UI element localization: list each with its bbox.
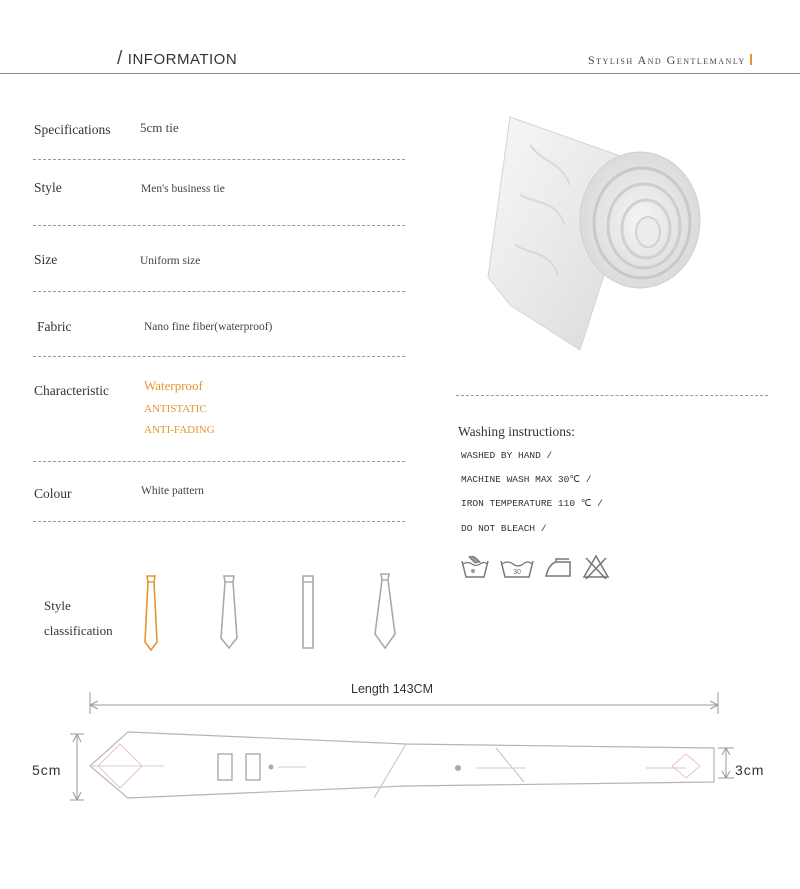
spec-label-size: Size xyxy=(34,252,58,267)
spec-value-size: Uniform size xyxy=(140,255,201,267)
spec-label-specifications: Specifications xyxy=(34,122,111,137)
tie-style-skinny-selected[interactable] xyxy=(142,574,160,652)
spec-value-specifications: 5cm tie xyxy=(140,120,179,135)
tie-style-square-end[interactable] xyxy=(299,574,317,650)
spec-label-colour: Colour xyxy=(34,486,72,501)
spec-value-style: Men's business tie xyxy=(141,183,225,195)
wash-line-machine: MACHINE WASH MAX 30℃ / xyxy=(461,474,592,485)
washing-title: Washing instructions: xyxy=(458,424,576,439)
characteristic-antistatic: ANTISTATIC xyxy=(144,403,207,415)
tagline xyxy=(588,53,752,68)
characteristic-anti-fading: ANTI-FADING xyxy=(144,424,215,436)
length-label: Length 143CM xyxy=(351,682,434,696)
tagline-accent-bar xyxy=(750,54,752,65)
do-not-bleach-icon xyxy=(582,553,610,581)
section-title-text: INFORMATION xyxy=(127,51,238,68)
tie-style-slim[interactable] xyxy=(218,574,240,650)
hand-wash-icon xyxy=(460,553,490,581)
wash-line-hand: WASHED BY HAND / xyxy=(461,450,553,461)
machine-wash-30-icon xyxy=(499,553,535,581)
wash-divider xyxy=(456,395,768,396)
tie-dimension-diagram xyxy=(66,728,746,808)
tagline-text: Stylish And Gentlemanly xyxy=(588,53,746,67)
length-arrow xyxy=(86,692,722,714)
wash-line-bleach: DO NOT BLEACH / xyxy=(461,523,547,534)
section-title xyxy=(117,48,237,70)
spec-divider xyxy=(33,291,405,292)
classification-label-line1: Style xyxy=(44,598,71,613)
classification-label-line2: classification xyxy=(44,623,113,638)
wash-line-iron: IRON TEMPERATURE 110 ℃ / xyxy=(461,498,603,509)
spec-value-colour: White pattern xyxy=(141,485,204,497)
spec-label-fabric: Fabric xyxy=(37,319,72,334)
spec-divider xyxy=(33,521,405,522)
characteristic-waterproof: Waterproof xyxy=(144,378,203,393)
wash-temp-text: 30 xyxy=(513,569,521,576)
spec-divider xyxy=(33,225,405,226)
spec-label-style: Style xyxy=(34,180,62,195)
spec-divider xyxy=(33,159,405,160)
tie-style-wide[interactable] xyxy=(372,572,398,650)
wide-end-label: 5cm xyxy=(32,762,62,778)
rolled-tie-image xyxy=(470,105,710,370)
spec-label-characteristic: Characteristic xyxy=(34,383,109,398)
spec-divider xyxy=(33,461,405,462)
title-slash: / xyxy=(117,48,123,69)
narrow-end-label: 3cm xyxy=(735,762,765,778)
spec-divider xyxy=(33,356,405,357)
iron-icon xyxy=(543,556,573,580)
spec-value-fabric: Nano fine fiber(waterproof) xyxy=(144,321,273,333)
header-divider xyxy=(0,73,800,74)
